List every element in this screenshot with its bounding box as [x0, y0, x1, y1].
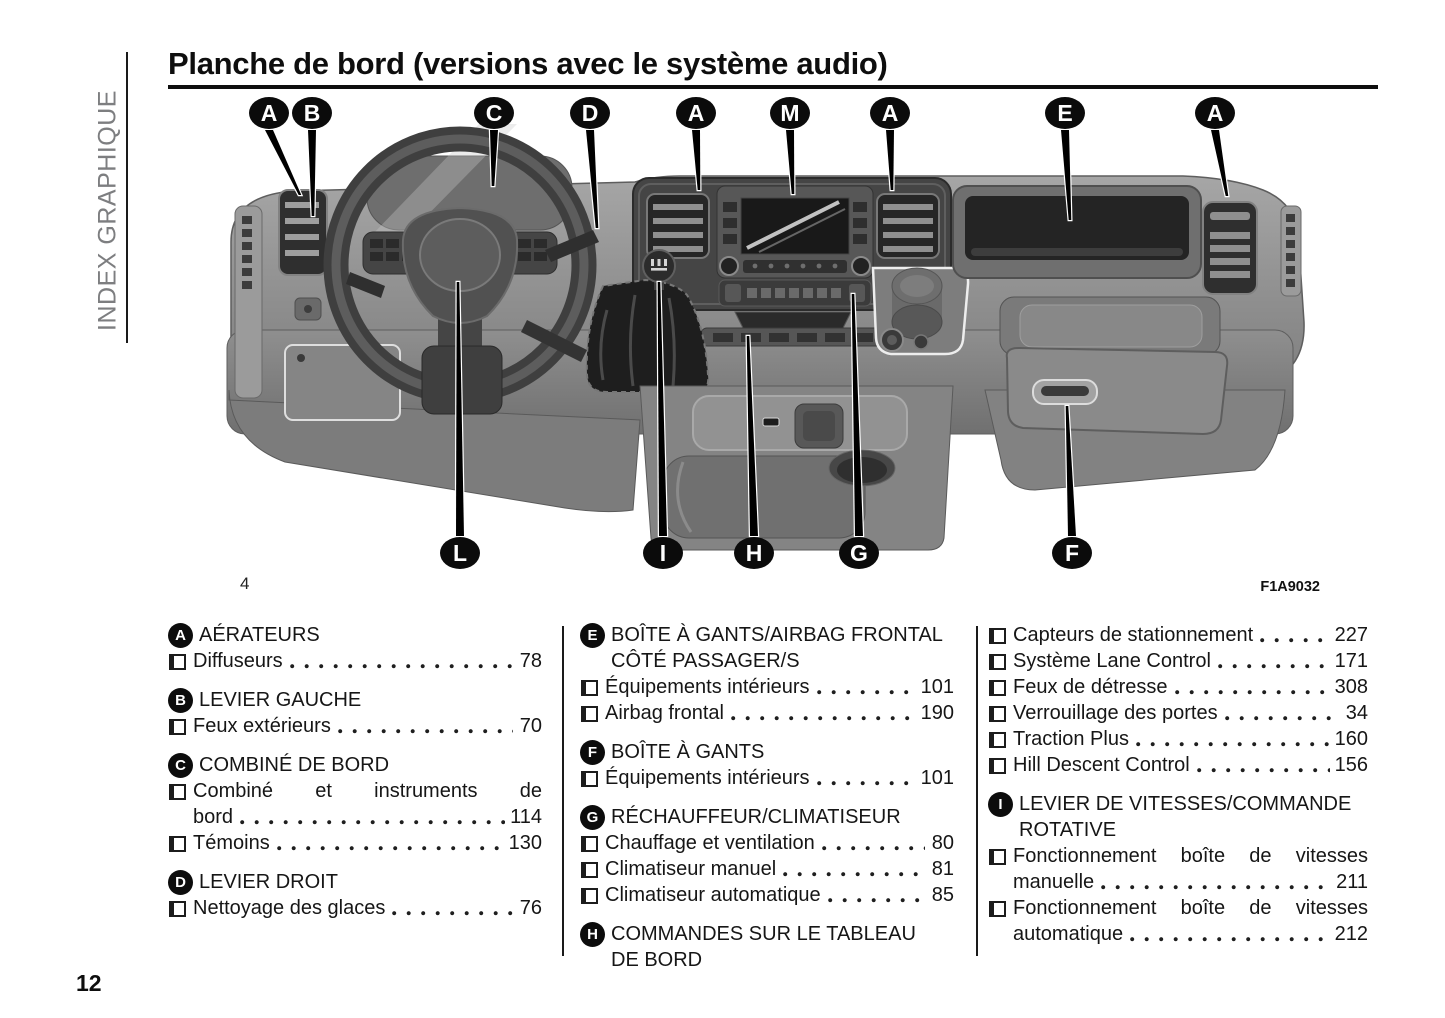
- column-divider: [562, 626, 564, 956]
- column-divider: [976, 626, 978, 956]
- callout-letter: B: [303, 100, 321, 126]
- callout-letter: E: [1057, 100, 1073, 126]
- callout-letter: G: [850, 540, 868, 566]
- index-item: [988, 752, 1368, 778]
- index-section-heading: [168, 752, 542, 778]
- left-air-vent: [279, 190, 327, 275]
- index-item-label: Feux de détresse: [1013, 676, 1168, 698]
- callout-bubbles-bottom: [440, 537, 1092, 569]
- dot-leader: [283, 648, 518, 674]
- dot-leader: [331, 713, 518, 739]
- dot-leader: [724, 700, 921, 726]
- dot-leader: [1129, 726, 1335, 752]
- index-item: [580, 882, 954, 908]
- right-air-vent: [1203, 202, 1257, 294]
- callout-letter: D: [581, 100, 599, 126]
- square-bullet-icon: [581, 862, 598, 878]
- index-section-a: [168, 622, 542, 674]
- index-item-page: 130: [508, 832, 542, 854]
- section-title: COMMANDES SUR LE TABLEAU: [611, 923, 916, 945]
- square-bullet-icon: [989, 706, 1006, 722]
- callout-badge: D: [168, 870, 193, 895]
- section-title-line2: ROTATIVE: [1019, 819, 1117, 841]
- index-item: [988, 622, 1368, 648]
- index-item: [580, 856, 954, 882]
- index-section-b: [168, 687, 542, 739]
- index-item: [988, 700, 1368, 726]
- callout-letter: A: [1206, 100, 1224, 126]
- glovebox: [1007, 348, 1228, 434]
- square-bullet-icon: [169, 719, 186, 735]
- index-item-page: 308: [1334, 676, 1368, 698]
- upper-dash-tray: [953, 186, 1201, 278]
- square-bullet-icon: [989, 654, 1006, 670]
- figure-number: 4: [240, 574, 250, 593]
- index-item-label: Capteurs de stationnement: [1013, 624, 1254, 646]
- callout-letter: F: [1064, 540, 1080, 566]
- index-item: [580, 700, 954, 726]
- index-item-label: Diffuseurs: [193, 650, 283, 672]
- index-section-heading: [580, 739, 954, 765]
- square-bullet-icon: [581, 888, 598, 904]
- section-title: LEVIER GAUCHE: [199, 689, 362, 711]
- climate-control-panel: [719, 280, 871, 306]
- sidebar-rule: [126, 52, 128, 343]
- callout-letter: I: [659, 540, 667, 566]
- square-bullet-icon: [989, 680, 1006, 696]
- dot-leader: [1168, 674, 1335, 700]
- index-item-page: 78: [519, 650, 542, 672]
- index-item-page: 171: [1334, 650, 1368, 672]
- horn-pad: [420, 219, 500, 291]
- lid-screw: [297, 354, 305, 362]
- index-section-heading: [580, 622, 954, 648]
- index-item-page: 80: [931, 832, 954, 854]
- callout-badge: B: [168, 688, 193, 713]
- section-title: LEVIER DROIT: [199, 871, 338, 893]
- center-right-vent: [877, 194, 939, 258]
- index-item-page: 101: [920, 676, 954, 698]
- callout-letter: A: [687, 100, 705, 126]
- dashboard-figure: [135, 90, 1405, 580]
- square-bullet-icon: [989, 732, 1006, 748]
- index-item-page: 190: [920, 702, 954, 724]
- index-item-label: Équipements intérieurs: [605, 676, 810, 698]
- index-section-heading: [168, 622, 542, 648]
- dot-leader: [1211, 648, 1335, 674]
- square-bullet-icon: [989, 849, 1006, 865]
- square-bullet-icon: [169, 654, 186, 670]
- index-item-label: Hill Descent Control: [1013, 754, 1190, 776]
- index-item: [988, 895, 1368, 947]
- square-bullet-icon: [581, 706, 598, 722]
- dot-leader: [270, 830, 509, 856]
- callout-badge: A: [168, 623, 193, 648]
- dot-leader: [1218, 700, 1344, 726]
- right-shelf-recess: [1000, 297, 1220, 355]
- callout-letter: M: [780, 100, 800, 126]
- center-right-console: [873, 268, 968, 354]
- section-title: COMBINÉ DE BORD: [199, 754, 390, 776]
- index-section-h: [580, 921, 954, 973]
- square-bullet-icon: [169, 901, 186, 917]
- index-section-d: [168, 869, 542, 921]
- callout-letter: L: [452, 540, 468, 566]
- callout-letter: C: [485, 100, 503, 126]
- index-item-label: Airbag frontal: [605, 702, 724, 724]
- section-title: AÉRATEURS: [199, 624, 320, 646]
- index-section-heading: [580, 804, 954, 830]
- dashboard-illustration: [135, 90, 1405, 580]
- index-item: [168, 713, 542, 739]
- callout-badge: F: [580, 740, 605, 765]
- section-title-line2: CÔTÉ PASSAGER/S: [611, 650, 800, 672]
- page-title: Planche de bord (versions avec le système audio): [168, 46, 888, 81]
- index-section-i: [988, 791, 1368, 947]
- index-item-page: 81: [931, 858, 954, 880]
- index-section-e: [580, 622, 954, 726]
- callout-badge: G: [580, 805, 605, 830]
- index-item-label-cont: automatique: [1013, 923, 1124, 945]
- headlight-switch: [295, 298, 321, 320]
- callout-bubbles-top: [249, 97, 1235, 129]
- index-item-label-cont: manuelle: [1013, 871, 1095, 893]
- index-item: [988, 843, 1368, 895]
- section-title: RÉCHAUFFEUR/CLIMATISEUR: [611, 806, 901, 828]
- index-item-label: Fonctionnement boîte de vitesses: [1013, 845, 1368, 867]
- usb-port: [763, 418, 779, 426]
- callout-badge: H: [580, 922, 605, 947]
- index-item-label: Équipements intérieurs: [605, 767, 810, 789]
- dot-leader: [776, 856, 930, 882]
- index-item-page: 114: [510, 806, 542, 828]
- dot-leader: [810, 765, 921, 791]
- dot-leader: [233, 804, 510, 830]
- square-bullet-icon: [581, 771, 598, 787]
- index-section-h-continued: [988, 622, 1368, 778]
- touchscreen-module: [717, 186, 873, 278]
- index-item: [988, 726, 1368, 752]
- index-item: [580, 765, 954, 791]
- dot-leader: [1253, 622, 1334, 648]
- dot-leader: [821, 882, 930, 908]
- index-column-1: [168, 622, 542, 934]
- dot-leader: [1123, 921, 1335, 947]
- dot-leader: [810, 674, 921, 700]
- figure-code: F1A9032: [1260, 579, 1320, 595]
- index-item-page: 212: [1334, 923, 1368, 945]
- index-item-page: 156: [1334, 754, 1368, 776]
- index-item-label: Traction Plus: [1013, 728, 1129, 750]
- index-section-f: [580, 739, 954, 791]
- index-item-page: 211: [1336, 871, 1368, 893]
- page-number: 12: [76, 970, 102, 996]
- index-item: [580, 830, 954, 856]
- index-item-label: Climatiseur automatique: [605, 884, 821, 906]
- section-title: LEVIER DE VITESSES/COMMANDE: [1019, 793, 1352, 815]
- index-item-page: 227: [1334, 624, 1368, 646]
- dot-leader: [1190, 752, 1335, 778]
- index-item: [168, 778, 542, 830]
- callout-badge: C: [168, 753, 193, 778]
- index-item-page: 160: [1334, 728, 1368, 750]
- callout-letter: H: [745, 540, 763, 566]
- index-item-label: Fonctionnement boîte de vitesses: [1013, 897, 1368, 919]
- index-item-label: Climatiseur manuel: [605, 858, 777, 880]
- callout-letter: A: [881, 100, 899, 126]
- square-bullet-icon: [581, 836, 598, 852]
- console-button: [914, 335, 928, 349]
- square-bullet-icon: [169, 836, 186, 852]
- index-section-heading: [580, 921, 954, 947]
- index-item: [988, 674, 1368, 700]
- index-item-label: Système Lane Control: [1013, 650, 1211, 672]
- square-bullet-icon: [169, 784, 186, 800]
- section-title: BOÎTE À GANTS/AIRBAG FRONTAL: [611, 624, 943, 646]
- volume-knob: [720, 257, 738, 275]
- index-section-heading: [168, 869, 542, 895]
- index-item: [988, 648, 1368, 674]
- title-underline: [168, 85, 1378, 89]
- dot-leader: [815, 830, 930, 856]
- index-item-page: 76: [519, 897, 542, 919]
- index-item-page: 70: [519, 715, 542, 737]
- index-section-heading: [168, 687, 542, 713]
- dot-leader: [1094, 869, 1336, 895]
- index-item-page: 85: [931, 884, 954, 906]
- index-item-label: Nettoyage des glaces: [193, 897, 386, 919]
- square-bullet-icon: [989, 628, 1006, 644]
- index-column-2: [580, 622, 954, 986]
- center-open-tray: [735, 312, 851, 328]
- index-section-heading: [988, 791, 1368, 817]
- index-section-c: [168, 752, 542, 856]
- dash-button-strip: [701, 328, 885, 346]
- index-item-label: Combiné et instruments de: [193, 780, 542, 802]
- callout-letter: A: [260, 100, 278, 126]
- index-item: [580, 674, 954, 700]
- index-section-g: [580, 804, 954, 908]
- square-bullet-icon: [581, 680, 598, 696]
- sidebar-vertical-label: INDEX GRAPHIQUE: [93, 90, 122, 331]
- square-bullet-icon: [989, 901, 1006, 917]
- center-left-vent: [647, 194, 709, 258]
- section-title-line2: DE BORD: [611, 949, 703, 971]
- index-item: [168, 648, 542, 674]
- index-column-3: [988, 622, 1368, 960]
- callout-badge: E: [580, 623, 605, 648]
- index-item-page: 34: [1345, 702, 1368, 724]
- square-bullet-icon: [989, 758, 1006, 774]
- lower-center-console: [640, 386, 953, 550]
- index-item-label: Verrouillage des portes: [1013, 702, 1218, 724]
- callout-badge: I: [988, 792, 1013, 817]
- index-item-label: Chauffage et ventilation: [605, 832, 815, 854]
- index-item-page: 101: [920, 767, 954, 789]
- tuner-knob: [852, 257, 870, 275]
- dot-leader: [385, 895, 518, 921]
- section-title: BOÎTE À GANTS: [611, 741, 765, 763]
- index-item: [168, 830, 542, 856]
- index-item-label: Témoins: [193, 832, 270, 854]
- index-item-label: Feux extérieurs: [193, 715, 331, 737]
- index-item: [168, 895, 542, 921]
- index-item-label-cont: bord: [193, 806, 234, 828]
